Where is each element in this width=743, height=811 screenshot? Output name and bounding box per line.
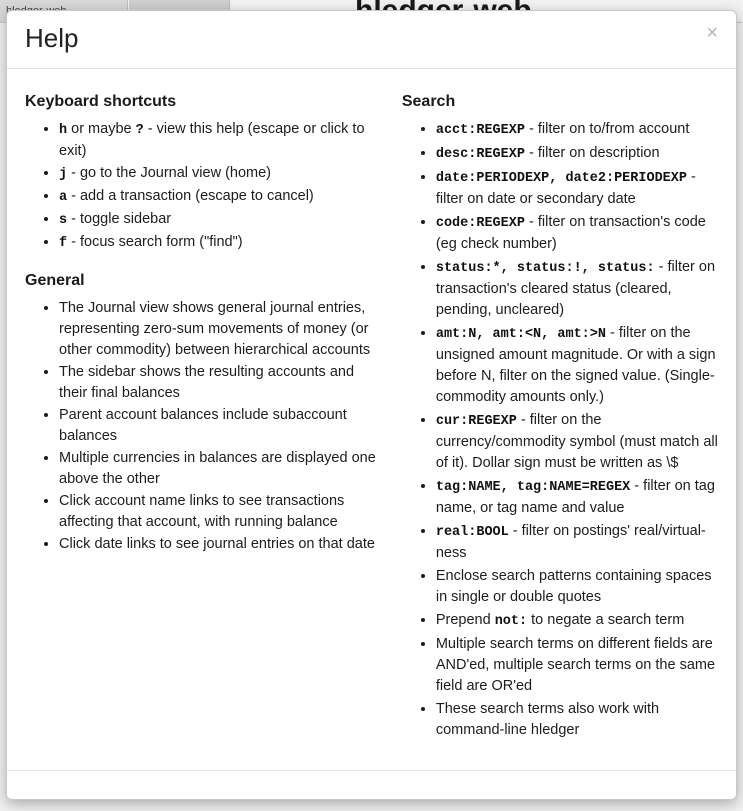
shortcuts-list — [25, 119, 384, 254]
section-title-keyboard-shortcuts: Keyboard shortcuts — [25, 93, 177, 110]
modal-header — [7, 11, 736, 69]
section-title-search: Search — [401, 93, 456, 110]
list-item — [436, 143, 718, 165]
list-item — [436, 410, 718, 474]
search-term-date: date:PERIODEXP, date2:PERIODEXP — [435, 171, 687, 186]
search-list — [402, 119, 718, 741]
list-item: • Parent account balances include subaccount balances — [59, 405, 384, 447]
list-item — [436, 476, 718, 519]
search-term-cur: cur:REGEXP — [435, 414, 517, 429]
help-modal — [6, 10, 737, 800]
search-column — [402, 87, 718, 745]
list-item — [436, 119, 718, 141]
key-a: a — [59, 190, 68, 205]
shortcut-text: - focus search form ("find") — [67, 234, 243, 250]
negate-post: to negate a search term — [527, 612, 685, 628]
list-item — [436, 610, 718, 632]
shortcut-mid: or maybe — [67, 121, 136, 137]
search-term-desc-text: - filter on the currency/commodity symbol (must match all of it). Dollar sign must be written as \$ — [435, 412, 718, 471]
key-s: s — [59, 213, 68, 228]
list-item: • The sidebar shows the resulting accounts and their final balances — [59, 362, 384, 404]
list-item: • Multiple search terms on different fields are AND'ed, multiple search terms on the same field are OR'ed — [436, 634, 718, 697]
list-item — [59, 163, 384, 185]
modal-footer — [7, 770, 736, 799]
search-term-acct: acct:REGEXP — [435, 123, 525, 138]
list-item — [436, 257, 718, 321]
list-item — [436, 212, 718, 255]
list-item — [436, 323, 718, 408]
search-term-amt: amt:N, amt:<N, amt:>N — [435, 327, 606, 342]
search-term-status: status:*, status:!, status: — [435, 261, 655, 276]
search-term-real: real:BOOL — [435, 525, 509, 540]
list-item: • Click account name links to see transactions affecting that account, with running balance — [59, 491, 384, 533]
general-list — [25, 298, 384, 555]
search-term-desc-text: - filter on to/from account — [524, 121, 690, 137]
list-item: • Enclose search patterns containing spaces in single or double quotes — [436, 566, 718, 608]
shortcut-text: - toggle sidebar — [67, 211, 172, 227]
list-item — [436, 167, 718, 210]
shortcut-text: - add a transaction (escape to cancel) — [67, 188, 314, 204]
search-term-tag: tag:NAME, tag:NAME=REGEX — [435, 480, 631, 495]
list-item — [59, 209, 384, 231]
search-term-desc-text: - filter on description — [524, 145, 660, 161]
list-item — [59, 232, 384, 254]
list-item: • Multiple currencies in balances are displayed one above the other — [59, 448, 384, 490]
list-item — [59, 119, 384, 162]
search-term-desc-text: - filter on transaction's cleared status (cleared, pending, uncleared) — [435, 259, 716, 318]
negate-pre: Prepend — [435, 612, 495, 628]
search-term-desc-text: - filter on transaction's code (eg check number) — [435, 214, 706, 252]
search-term-desc-text: - filter on date or secondary date — [435, 169, 696, 207]
shortcut-text: - go to the Journal view (home) — [67, 165, 272, 181]
list-item — [59, 186, 384, 208]
search-term-desc: desc:REGEXP — [435, 147, 525, 162]
key-question: ? — [135, 123, 144, 138]
search-term-desc-text: - filter on postings' real/virtual-ness — [435, 523, 706, 561]
search-term-not: not: — [494, 614, 528, 629]
keyboard-shortcuts-column — [25, 87, 384, 745]
key-f: f — [59, 236, 68, 251]
search-term-desc-text: - filter on the unsigned amount magnitude. Or with a sign before N, filter on the signed value. (Single-commodity amounts only.) — [435, 325, 716, 405]
list-item — [436, 521, 718, 564]
list-item: • Click date links to see journal entries on that date — [59, 534, 384, 555]
close-icon[interactable]: × — [702, 21, 722, 45]
list-item: • These search terms also work with command-line hledger — [436, 699, 718, 741]
modal-body — [7, 69, 736, 745]
modal-title: Help — [25, 23, 79, 53]
shortcut-text: - view this help (escape or click to exit) — [59, 121, 365, 159]
list-item: • The Journal view shows general journal entries, representing zero-sum movements of money (or other commodity) between hierarchical accounts — [59, 298, 384, 361]
search-term-desc-text: - filter on tag name, or tag name and value — [435, 478, 715, 516]
key-j: j — [59, 167, 68, 182]
search-term-code: code:REGEXP — [435, 216, 525, 231]
section-title-general: General — [25, 272, 85, 289]
key-h: h — [59, 123, 68, 138]
